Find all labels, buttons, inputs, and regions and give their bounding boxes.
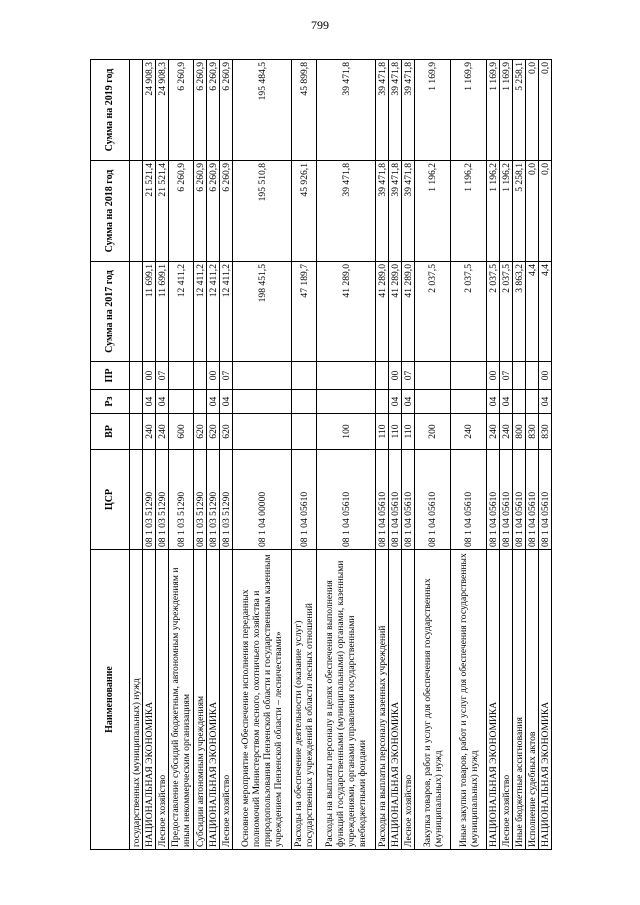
row-vr: 100 — [317, 414, 376, 450]
row-vr: 200 — [415, 414, 451, 450]
row-pr — [513, 362, 526, 390]
row-csr: 08 1 03 51290 — [169, 450, 194, 550]
table-row — [513, 60, 526, 850]
row-csr: 08 1 04 05610 — [389, 450, 402, 550]
row-name: Расходы на обеспечение деятельности (оказание услуг) государственных учреждений в области лесных отношений — [292, 550, 317, 850]
row-name: Лесное хозяйство — [500, 550, 513, 850]
table-row — [376, 60, 389, 850]
rotated-page-frame — [90, 60, 570, 850]
row-sum-2018: 45 926,1 — [292, 161, 317, 262]
row-vr: 830 — [526, 414, 539, 450]
row-vr: 620 — [194, 414, 207, 450]
row-sum-2018: 1 196,2 — [487, 161, 500, 262]
table-row — [402, 60, 415, 850]
table-header-row — [91, 60, 130, 850]
table-row — [194, 60, 207, 850]
row-name: НАЦИОНАЛЬНАЯ ЭКОНОМИКА — [389, 550, 402, 850]
row-sum-2019: 5 258,1 — [513, 60, 526, 161]
row-sum-2018: 21 521,4 — [143, 161, 156, 262]
row-csr: 08 1 04 05610 — [415, 450, 451, 550]
row-rz: 04 — [143, 390, 156, 414]
row-rz — [130, 390, 143, 414]
table-row — [389, 60, 402, 850]
table-row — [526, 60, 539, 850]
row-csr — [130, 450, 143, 550]
row-sum-2017: 41 289,0 — [389, 262, 402, 362]
row-sum-2019: 1 169,9 — [451, 60, 487, 161]
rotated-table-container — [90, 60, 570, 850]
row-rz: 04 — [389, 390, 402, 414]
row-sum-2019: 24 908,3 — [143, 60, 156, 161]
row-pr — [169, 362, 194, 390]
table-row — [169, 60, 194, 850]
row-sum-2017: 2 037,5 — [500, 262, 513, 362]
row-rz: 04 — [207, 390, 220, 414]
row-sum-2017: 4,4 — [526, 262, 539, 362]
row-sum-2019: 6 260,9 — [169, 60, 194, 161]
row-sum-2019: 6 260,9 — [207, 60, 220, 161]
row-csr: 08 1 04 05610 — [500, 450, 513, 550]
row-rz: 04 — [500, 390, 513, 414]
row-sum-2017: 2 037,5 — [487, 262, 500, 362]
budget-table — [90, 59, 552, 850]
row-sum-2019: 0,0 — [526, 60, 539, 161]
row-sum-2017: 47 189,7 — [292, 262, 317, 362]
table-row — [539, 60, 552, 850]
row-name: Расходы на выплаты персоналу в целях обеспечения выполнения функций государственными (муниципальными) органами, казенными учреждениями, органами управления государственными внебюджетными фондами — [317, 550, 376, 850]
row-name: государственных (муниципальных) нужд — [130, 550, 143, 850]
row-pr: 07 — [156, 362, 169, 390]
header-vr: ВР — [91, 414, 130, 450]
row-csr: 08 1 04 05610 — [317, 450, 376, 550]
row-csr: 08 1 03 51290 — [143, 450, 156, 550]
row-csr: 08 1 04 05610 — [451, 450, 487, 550]
row-csr: 08 1 03 51290 — [194, 450, 207, 550]
row-sum-2018: 1 196,2 — [500, 161, 513, 262]
row-sum-2017: 41 289,0 — [317, 262, 376, 362]
table-row — [156, 60, 169, 850]
row-pr — [376, 362, 389, 390]
row-pr: 07 — [500, 362, 513, 390]
row-csr: 08 1 03 51290 — [156, 450, 169, 550]
row-rz — [292, 390, 317, 414]
header-2017: Сумма на 2017 год — [91, 262, 130, 362]
row-name: НАЦИОНАЛЬНАЯ ЭКОНОМИКА — [207, 550, 220, 850]
row-sum-2017: 12 411,2 — [169, 262, 194, 362]
row-sum-2018: 39 471,8 — [389, 161, 402, 262]
row-name: Исполнение судебных актов — [526, 550, 539, 850]
header-2018: Сумма на 2018 год — [91, 161, 130, 262]
table-body — [130, 60, 552, 850]
row-name: Лесное хозяйство — [156, 550, 169, 850]
row-rz: 04 — [487, 390, 500, 414]
row-rz — [526, 390, 539, 414]
row-vr: 110 — [376, 414, 389, 450]
header-2019: Сумма на 2019 год — [91, 60, 130, 161]
row-pr: 00 — [143, 362, 156, 390]
row-sum-2018: 39 471,8 — [402, 161, 415, 262]
row-name: Предоставление субсидий бюджетным, автономным учреждениям и иным некоммерческим организациям — [169, 550, 194, 850]
table-row — [220, 60, 233, 850]
row-csr: 08 1 04 05610 — [376, 450, 389, 550]
table-row — [130, 60, 143, 850]
row-sum-2017: 2 037,5 — [451, 262, 487, 362]
row-rz — [376, 390, 389, 414]
row-sum-2018: 6 260,9 — [220, 161, 233, 262]
row-vr: 830 — [539, 414, 552, 450]
row-rz — [233, 390, 292, 414]
row-csr: 08 1 04 05610 — [513, 450, 526, 550]
row-sum-2019: 39 471,8 — [389, 60, 402, 161]
row-sum-2017: 11 699,1 — [156, 262, 169, 362]
row-sum-2017: 198 451,5 — [233, 262, 292, 362]
row-name: Субсидии автономным учреждениям — [194, 550, 207, 850]
row-vr: 240 — [156, 414, 169, 450]
header-rz: Рз — [91, 390, 130, 414]
row-rz: 04 — [402, 390, 415, 414]
row-pr: 00 — [389, 362, 402, 390]
row-vr: 110 — [402, 414, 415, 450]
row-sum-2019: 24 908,3 — [156, 60, 169, 161]
row-csr: 08 1 04 05610 — [539, 450, 552, 550]
row-name: Основное мероприятие «Обеспечение исполнения переданных полномочий Министерством лесного, охотничьего хозяйства и природопользования Пензенской области и государственным казенным учреждением Пензенской области – лесничествами» — [233, 550, 292, 850]
row-sum-2018: 6 260,9 — [207, 161, 220, 262]
header-csr: ЦСР — [91, 450, 130, 550]
row-vr: 240 — [500, 414, 513, 450]
row-sum-2019: 1 169,9 — [500, 60, 513, 161]
row-sum-2019: 39 471,8 — [402, 60, 415, 161]
row-csr: 08 1 04 00000 — [233, 450, 292, 550]
row-sum-2019: 45 899,8 — [292, 60, 317, 161]
row-sum-2018: 21 521,4 — [156, 161, 169, 262]
row-sum-2017: 4,4 — [539, 262, 552, 362]
row-name: НАЦИОНАЛЬНАЯ ЭКОНОМИКА — [143, 550, 156, 850]
table-row — [415, 60, 451, 850]
row-sum-2018: 0,0 — [539, 161, 552, 262]
row-sum-2019: 39 471,8 — [376, 60, 389, 161]
row-sum-2019: 1 169,9 — [487, 60, 500, 161]
table-row — [233, 60, 292, 850]
row-rz: 04 — [220, 390, 233, 414]
row-vr: 240 — [487, 414, 500, 450]
row-sum-2019: 6 260,9 — [220, 60, 233, 161]
row-vr — [130, 414, 143, 450]
row-pr — [451, 362, 487, 390]
row-name: Расходы на выплаты персоналу казенных учреждений — [376, 550, 389, 850]
row-sum-2019: 195 484,5 — [233, 60, 292, 161]
row-rz — [169, 390, 194, 414]
table-row — [143, 60, 156, 850]
row-vr: 800 — [513, 414, 526, 450]
row-sum-2017: 2 037,5 — [415, 262, 451, 362]
row-vr — [233, 414, 292, 450]
row-csr: 08 1 03 51290 — [207, 450, 220, 550]
row-csr: 08 1 04 05610 — [526, 450, 539, 550]
row-name: Иные закупки товаров, работ и услуг для обеспечения государственных (муниципальных) нужд — [451, 550, 487, 850]
row-sum-2018: 1 196,2 — [451, 161, 487, 262]
row-pr: 07 — [402, 362, 415, 390]
row-pr: 00 — [207, 362, 220, 390]
row-vr: 620 — [207, 414, 220, 450]
row-pr — [194, 362, 207, 390]
row-name: Закупка товаров, работ и услуг для обеспечения государственных (муниципальных) нужд — [415, 550, 451, 850]
row-rz: 04 — [156, 390, 169, 414]
row-pr — [317, 362, 376, 390]
row-name: НАЦИОНАЛЬНАЯ ЭКОНОМИКА — [539, 550, 552, 850]
header-pr: ПР — [91, 362, 130, 390]
row-name: НАЦИОНАЛЬНАЯ ЭКОНОМИКА — [487, 550, 500, 850]
row-csr: 08 1 04 05610 — [402, 450, 415, 550]
row-pr — [415, 362, 451, 390]
row-sum-2017: 12 411,2 — [220, 262, 233, 362]
row-sum-2019: 1 169,9 — [415, 60, 451, 161]
page-number: 799 — [311, 18, 329, 32]
row-sum-2018: 6 260,9 — [194, 161, 207, 262]
row-rz — [451, 390, 487, 414]
row-pr: 07 — [220, 362, 233, 390]
row-sum-2018 — [130, 161, 143, 262]
row-name: Иные бюджетные ассигнования — [513, 550, 526, 850]
row-sum-2017: 12 411,2 — [194, 262, 207, 362]
row-sum-2018: 195 510,8 — [233, 161, 292, 262]
row-csr: 08 1 03 51290 — [220, 450, 233, 550]
row-pr — [130, 362, 143, 390]
row-rz: 04 — [539, 390, 552, 414]
row-vr — [292, 414, 317, 450]
row-pr — [233, 362, 292, 390]
row-sum-2018: 6 260,9 — [169, 161, 194, 262]
row-name: Лесное хозяйство — [220, 550, 233, 850]
row-pr: 00 — [487, 362, 500, 390]
row-sum-2017: 41 289,0 — [376, 262, 389, 362]
table-row — [292, 60, 317, 850]
row-rz — [513, 390, 526, 414]
row-sum-2018: 1 196,2 — [415, 161, 451, 262]
row-pr — [526, 362, 539, 390]
row-vr: 600 — [169, 414, 194, 450]
row-sum-2017: 41 289,0 — [402, 262, 415, 362]
row-sum-2019: 6 260,9 — [194, 60, 207, 161]
row-sum-2018: 5 258,1 — [513, 161, 526, 262]
table-row — [207, 60, 220, 850]
row-rz — [415, 390, 451, 414]
row-sum-2018: 39 471,8 — [317, 161, 376, 262]
row-rz — [317, 390, 376, 414]
header-name: Наименование — [91, 550, 130, 850]
row-sum-2017 — [130, 262, 143, 362]
row-csr: 08 1 04 05610 — [487, 450, 500, 550]
row-rz — [194, 390, 207, 414]
row-vr: 240 — [451, 414, 487, 450]
row-pr: 00 — [539, 362, 552, 390]
row-sum-2018: 0,0 — [526, 161, 539, 262]
row-sum-2019 — [130, 60, 143, 161]
row-sum-2017: 11 699,1 — [143, 262, 156, 362]
row-sum-2018: 39 471,8 — [376, 161, 389, 262]
row-vr: 620 — [220, 414, 233, 450]
row-sum-2019: 0,0 — [539, 60, 552, 161]
table-row — [500, 60, 513, 850]
row-sum-2019: 39 471,8 — [317, 60, 376, 161]
row-sum-2017: 3 863,2 — [513, 262, 526, 362]
table-row — [317, 60, 376, 850]
row-sum-2017: 12 411,2 — [207, 262, 220, 362]
row-pr — [292, 362, 317, 390]
table-row — [451, 60, 487, 850]
row-name: Лесное хозяйство — [402, 550, 415, 850]
row-vr: 110 — [389, 414, 402, 450]
row-csr: 08 1 04 05610 — [292, 450, 317, 550]
table-row — [487, 60, 500, 850]
row-vr: 240 — [143, 414, 156, 450]
